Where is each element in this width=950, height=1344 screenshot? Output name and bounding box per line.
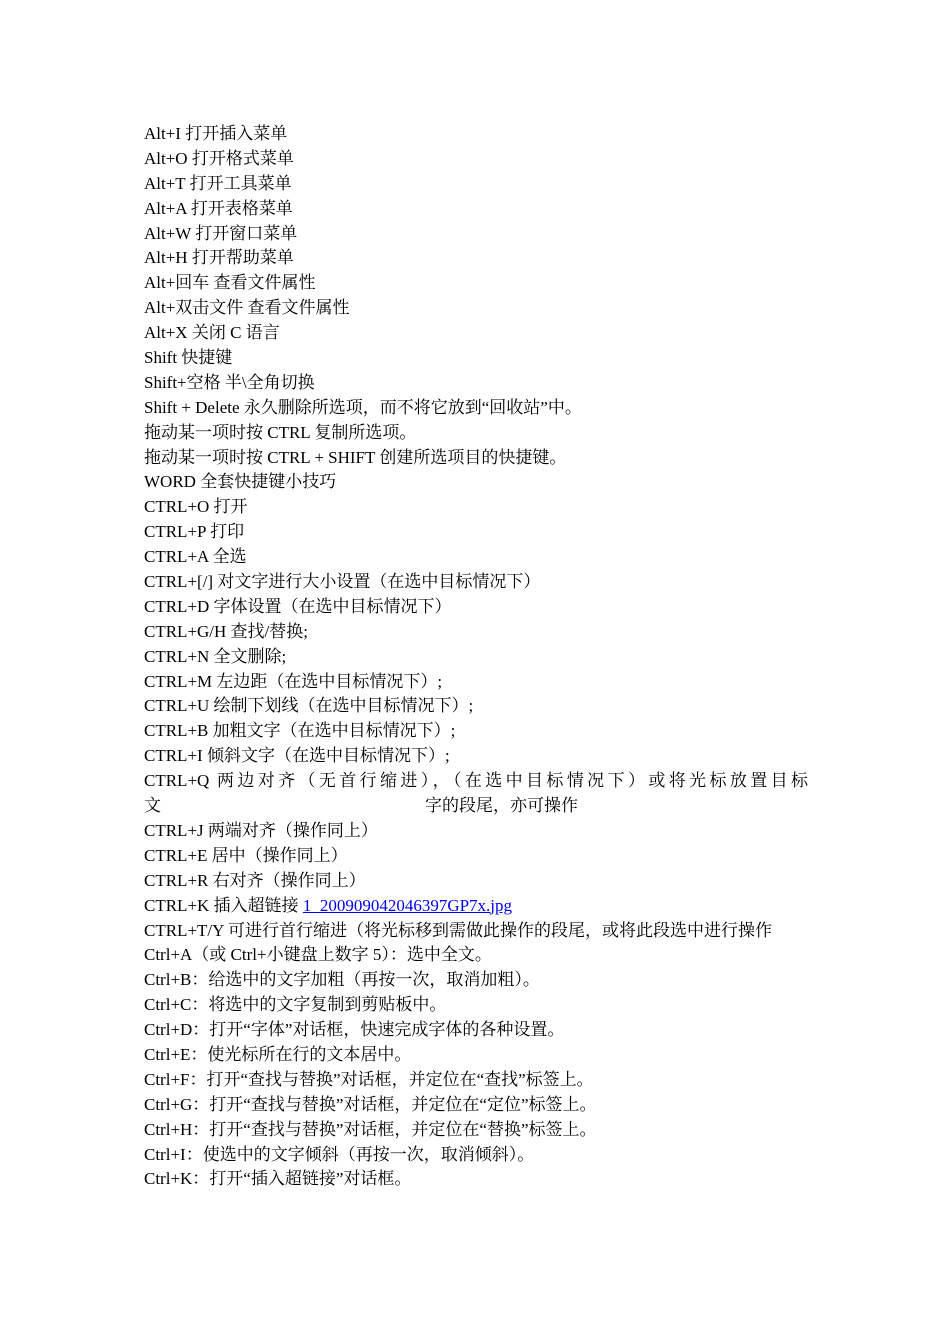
ctrl-q-line-2 <box>144 794 808 819</box>
text-line: CTRL+M 左边距（在选中目标情况下）; <box>144 671 443 691</box>
text-line: Shift 快捷键 <box>144 348 233 368</box>
text-line: Ctrl+D：打开“字体”对话框，快速完成字体的各种设置。 <box>144 1020 565 1040</box>
text-line: Alt+A 打开表格菜单 <box>144 198 293 218</box>
text-line: Alt+回车 查看文件属性 <box>144 273 316 293</box>
text-line: 拖动某一项时按 CTRL 复制所选项。 <box>144 422 417 442</box>
text-line: Alt+O 打开格式菜单 <box>144 148 294 168</box>
ctrl-q-line-2-left: 文 <box>144 796 161 816</box>
ctrl-q-line-1: CTRL+Q 两边对齐（无首行缩进），（在选中目标情况下）或将光标放置目标 <box>144 771 808 791</box>
text-line: Ctrl+K：打开“插入超链接”对话框。 <box>144 1169 412 1189</box>
text-line: Ctrl+G：打开“查找与替换”对话框，并定位在“定位”标签上。 <box>144 1094 597 1114</box>
image-hyperlink[interactable]: 1_200909042046397GP7x.jpg <box>302 895 513 915</box>
text-line: CTRL+J 两端对齐（操作同上） <box>144 820 378 840</box>
text-line: CTRL+[/] 对文字进行大小设置（在选中目标情况下） <box>144 572 541 592</box>
document-body <box>144 122 808 1192</box>
text-line: Ctrl+I：使选中的文字倾斜（再按一次，取消倾斜）。 <box>144 1144 535 1164</box>
text-line: Alt+双击文件 查看文件属性 <box>144 298 350 318</box>
ctrl-q-line-2-right: 字的段尾，亦可操作 <box>425 796 578 816</box>
text-line: Alt+I 打开插入菜单 <box>144 124 288 143</box>
text-line: CTRL+N 全文删除; <box>144 646 287 666</box>
ctrl-ty-paragraph: CTRL+T/Y 可进行首行缩进（将光标移到需做此操作的段尾，或将此段选中进行操作 <box>144 920 773 940</box>
text-line: Alt+T 打开工具菜单 <box>144 173 292 193</box>
text-line: CTRL+B 加粗文字（在选中目标情况下）; <box>144 721 456 741</box>
text-line: Alt+W 打开窗口菜单 <box>144 223 298 243</box>
text-line: Ctrl+F：打开“查找与替换”对话框，并定位在“查找”标签上。 <box>144 1069 594 1089</box>
text-line: CTRL+E 居中（操作同上） <box>144 845 348 865</box>
text-line: CTRL+P 打印 <box>144 522 245 542</box>
text-line: Shift + Delete 永久删除所选项，而不将它放到“回收站”中。 <box>144 397 582 417</box>
text-line: Ctrl+E：使光标所在行的文本居中。 <box>144 1044 412 1064</box>
text-line: CTRL+R 右对齐（操作同上） <box>144 870 366 890</box>
ctrl-k-prefix: CTRL+K 插入超链接 <box>144 895 303 915</box>
text-line: Alt+X 关闭 C 语言 <box>144 323 280 343</box>
text-line: CTRL+U 绘制下划线（在选中目标情况下）; <box>144 696 474 716</box>
text-line: CTRL+I 倾斜文字（在选中目标情况下）; <box>144 746 450 766</box>
text-line: CTRL+D 字体设置（在选中目标情况下） <box>144 596 452 616</box>
text-line: Alt+H 打开帮助菜单 <box>144 248 294 268</box>
text-line: Ctrl+H：打开“查找与替换”对话框，并定位在“替换”标签上。 <box>144 1119 597 1139</box>
section-heading: WORD 全套快捷键小技巧 <box>144 472 337 492</box>
text-line: CTRL+O 打开 <box>144 497 248 517</box>
text-line: CTRL+A 全选 <box>144 547 247 567</box>
text-line: Ctrl+A（或 Ctrl+小键盘上数字 5）：选中全文。 <box>144 945 492 965</box>
text-line: Ctrl+B：给选中的文字加粗（再按一次，取消加粗）。 <box>144 970 540 990</box>
text-line: 拖动某一项时按 CTRL + SHIFT 创建所选项目的快捷键。 <box>144 447 567 467</box>
text-line: Ctrl+C：将选中的文字复制到剪贴板中。 <box>144 995 447 1015</box>
ctrl-k-line <box>144 894 808 919</box>
text-line: CTRL+G/H 查找/替换; <box>144 621 309 641</box>
text-line: Shift+空格 半\全角切换 <box>144 372 315 392</box>
